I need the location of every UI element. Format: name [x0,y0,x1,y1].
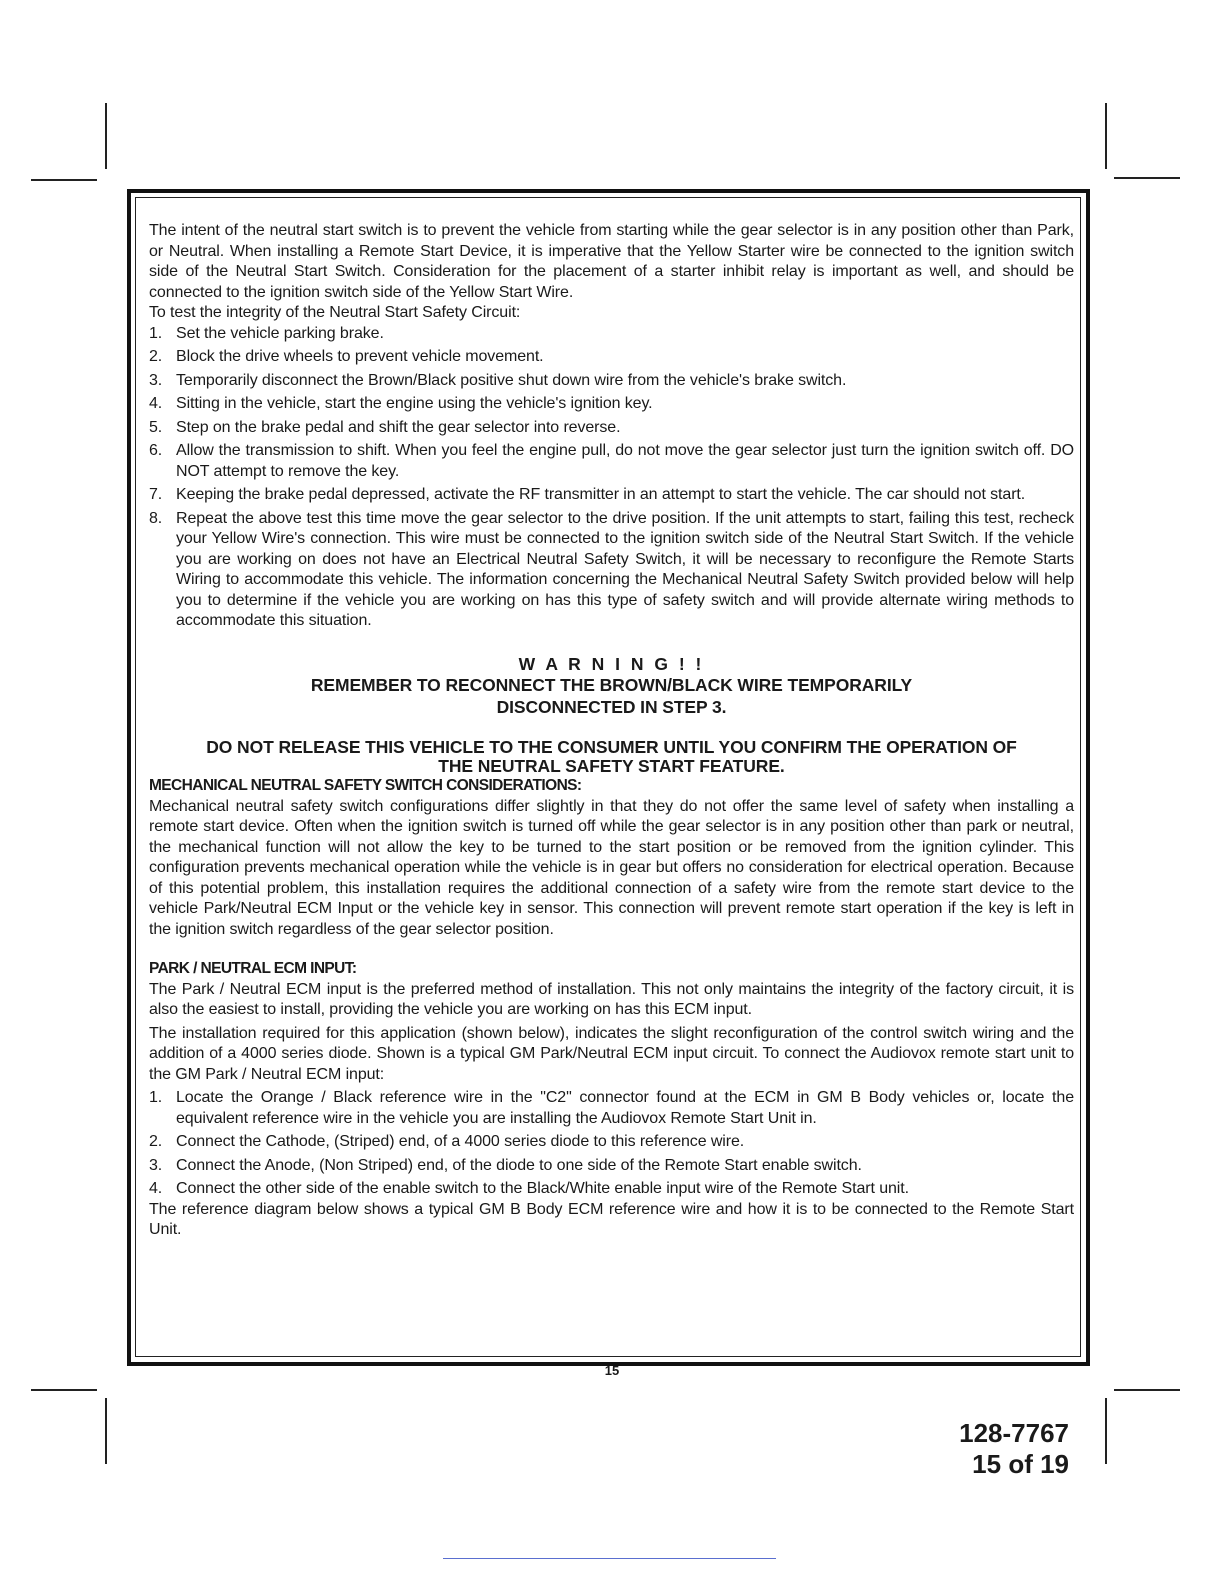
release-warning-line-2: THE NEUTRAL SAFETY START FEATURE. [438,756,785,776]
list-item [149,371,1074,392]
ecm-heading: PARK / NEUTRAL ECM INPUT: [149,960,357,977]
step-text: Keeping the brake pedal depressed, activate the RF transmitter in an attempt to start the vehicle. The car should not start. [176,486,1026,503]
step-text: Sitting in the vehicle, start the engine using the vehicle's ignition key. [176,395,653,412]
step-number: 3. [149,1156,163,1174]
step-number: 6. [149,442,163,459]
step-number: 3. [149,371,163,389]
step-number: 2. [149,348,163,365]
test-lead-text: To test the integrity of the Neutral Start Safety Circuit: [149,304,521,321]
list-item [149,418,1074,439]
test-steps-list [149,324,1074,632]
step-text: Set the vehicle parking brake. [176,324,384,342]
step-text: Temporarily disconnect the Brown/Black positive shut down wire from the vehicle's brake switch. [176,371,847,389]
crop-mark-top-right-vertical [1105,103,1107,169]
ecm-paragraph-2: The installation required for this application (shown below), indicates the slight reconfiguration of the control switch wiring and the addition of a 4000 series diode. Shown is a typical GM Park/Neutral ECM input circuit. To connect the Audiovox remote start unit to the GM Park / Neutral ECM input: [149,1024,1074,1083]
step-text: Allow the transmission to shift. When you feel the engine pull, do not move the gear selector just turn the ignition switch off. DO NOT attempt to remove the key. [176,442,1074,480]
intro-paragraph: The intent of the neutral start switch is to prevent the vehicle from starting while the gear selector is in any position other than Park, or Neutral. When installing a Remote Start Device, it is imperative that the Yellow Starter wire be connected to the ignition switch side of the Neutral Start Switch. Consideration for the placement of a starter inhibit relay is important as well, and should be connected to the ignition switch side of the Yellow Start Wire. [149,222,1074,301]
step-text: Block the drive wheels to prevent vehicle movement. [176,348,544,365]
page-content [149,221,1074,1241]
ecm-paragraph-1: The Park / Neutral ECM input is the preferred method of installation. This not only maintains the integrity of the factory circuit, it is also the easiest to install, providing the vehicle you are working on has this ECM input. [149,980,1074,1018]
step-number: 4. [149,1180,163,1197]
page-of-label: 15 of 19 [972,1449,1069,1479]
crop-mark-bottom-right-vertical [1105,1398,1107,1464]
list-item [149,1088,1074,1129]
list-item [149,347,1074,368]
warning-line-2: DISCONNECTED IN STEP 3. [496,696,727,717]
section-spacer [149,940,1074,959]
step-number: 2. [149,1133,163,1150]
ecm-closing-paragraph: The reference diagram below shows a typical GM B Body ECM reference wire and how it is to be connected to the Remote Start Unit. [149,1200,1074,1238]
footer-rule [443,1558,776,1559]
crop-mark-bottom-right-horizontal [1114,1389,1180,1391]
crop-mark-bottom-left-horizontal [31,1389,97,1391]
list-item [149,485,1074,506]
ecm-steps-list [149,1088,1074,1200]
step-text: Step on the brake pedal and shift the gear selector into reverse. [176,418,621,436]
step-text: Repeat the above test this time move the gear selector to the drive position. If the unit attempts to start, failing this test, recheck your Yellow Wire's connection. This wire must be connected to the ignition switch side of the Neutral Start Switch. If the vehicle you are working on does not have an Electrical Neutral Safety Switch, it will be necessary to reconfigure the Remote Starts Wiring to accommodate this vehicle. The information concerning the Mechanical Neutral Safety Switch provided below will help you to determine if the vehicle you are working on has this type of safety switch and will provide alternate wiring methods to accommodate this situation. [176,509,1074,629]
step-number: 7. [149,486,163,503]
step-number: 1. [149,1089,163,1106]
step-text: Connect the Anode, (Non Striped) end, of the diode to one side of the Remote Start enable switch. [176,1156,862,1174]
crop-mark-top-left-vertical [105,103,107,169]
warning-title: W A R N I N G ! ! [518,653,705,674]
list-item [149,394,1074,415]
list-item [149,509,1074,632]
list-item [149,1132,1074,1153]
warning-line-1: REMEMBER TO RECONNECT THE BROWN/BLACK WIRE TEMPORARILY [310,675,913,695]
step-number: 1. [149,324,163,342]
list-item [149,1156,1074,1177]
step-number: 8. [149,509,163,527]
list-item [149,324,1074,345]
step-text: Connect the other side of the enable switch to the Black/White enable input wire of the Remote Start unit. [176,1180,909,1197]
crop-mark-top-left-horizontal [31,179,97,181]
document-code [959,1418,1069,1480]
mechanical-paragraph: Mechanical neutral safety switch configurations differ slightly in that they do not offer the same level of safety when installing a remote start device. Often when the ignition switch is turned off while the gear selector is in any position other than park or neutral, the mechanical function will not allow the key to be turned to the start position or be removed from the ignition cylinder. This configuration prevents mechanical operation while the vehicle is in gear but offers no consideration for electrical operation. Because of this potential problem, this installation requires the additional connection of a safety wire from the remote start device to the vehicle Park/Neutral ECM Input or the vehicle key in sensor. This connection will prevent remote start operation if the key is left in the ignition switch regardless of the gear selector position. [149,797,1074,938]
mechanical-heading: MECHANICAL NEUTRAL SAFETY SWITCH CONSIDERATIONS: [149,777,582,794]
release-warning-line-1: DO NOT RELEASE THIS VEHICLE TO THE CONSUMER UNTIL YOU CONFIRM THE OPERATION OF [206,737,1017,757]
page-number: 15 [604,1363,620,1378]
step-text: Locate the Orange / Black reference wire in the "C2" connector found at the ECM in GM B Body vehicles or, locate the equivalent reference wire in the vehicle you are installing the Audiovox Remote Start Unit in. [176,1089,1074,1127]
step-number: 5. [149,418,163,436]
crop-mark-bottom-left-vertical [105,1398,107,1464]
crop-mark-top-right-horizontal [1114,177,1180,179]
step-number: 4. [149,395,163,412]
step-text: Connect the Cathode, (Striped) end, of a 4000 series diode to this reference wire. [176,1133,745,1150]
list-item [149,1179,1074,1200]
doc-number: 128-7767 [959,1418,1069,1448]
list-item [149,441,1074,482]
